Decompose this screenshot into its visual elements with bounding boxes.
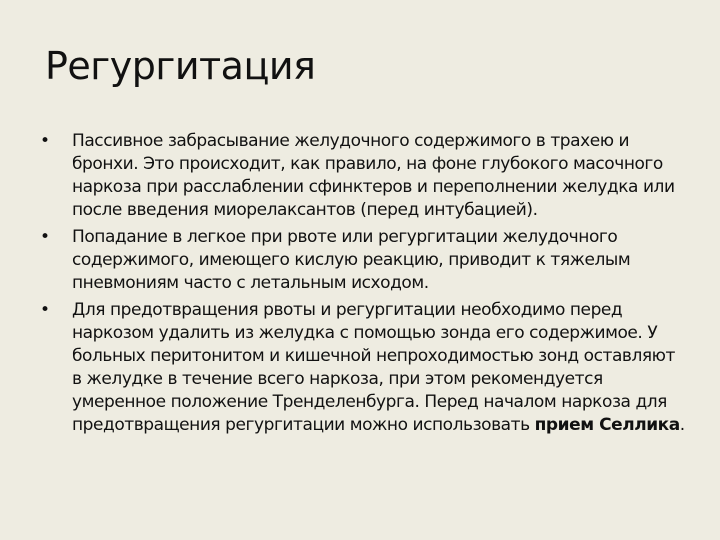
bullet-bold-text: прием Селлика [534,415,680,435]
bullet-icon: • [40,227,50,247]
bullet-suffix: . [679,415,685,435]
bullet-text: Попадание в легкое при рвоте или регургитации желудочного содержимого, имеющего кислую реакцию, приводит к тяжелым пневмониям часто с летальным исходом. [72,227,631,293]
bullet-list [40,130,685,441]
bullet-text: Пассивное забрасывание желудочного содержимого в трахею и бронхи. Это происходит, как правило, на фоне глубокого масочного наркоза при расслаблении сфинктеров и переполнении желудка или после введения миорелаксантов (перед интубацией). [72,131,675,220]
bullet-icon: • [40,131,50,151]
bullet-item [40,299,685,437]
slide-title: Регургитация [45,44,316,88]
bullet-item [40,130,685,222]
bullet-text: Для предотвращения рвоты и регургитации необходимо перед наркозом удалить из желудка с помощью зонда его содержимое. У больных перитонитом и кишечной непроходимостью зонд оставляют в желудке в течение всего наркоза, при этом рекомендуется умеренное положение Тренделенбурга. Перед началом наркоза для предотвращения регургитации можно использовать [72,300,675,435]
bullet-icon: • [40,300,50,320]
bullet-item [40,226,685,295]
